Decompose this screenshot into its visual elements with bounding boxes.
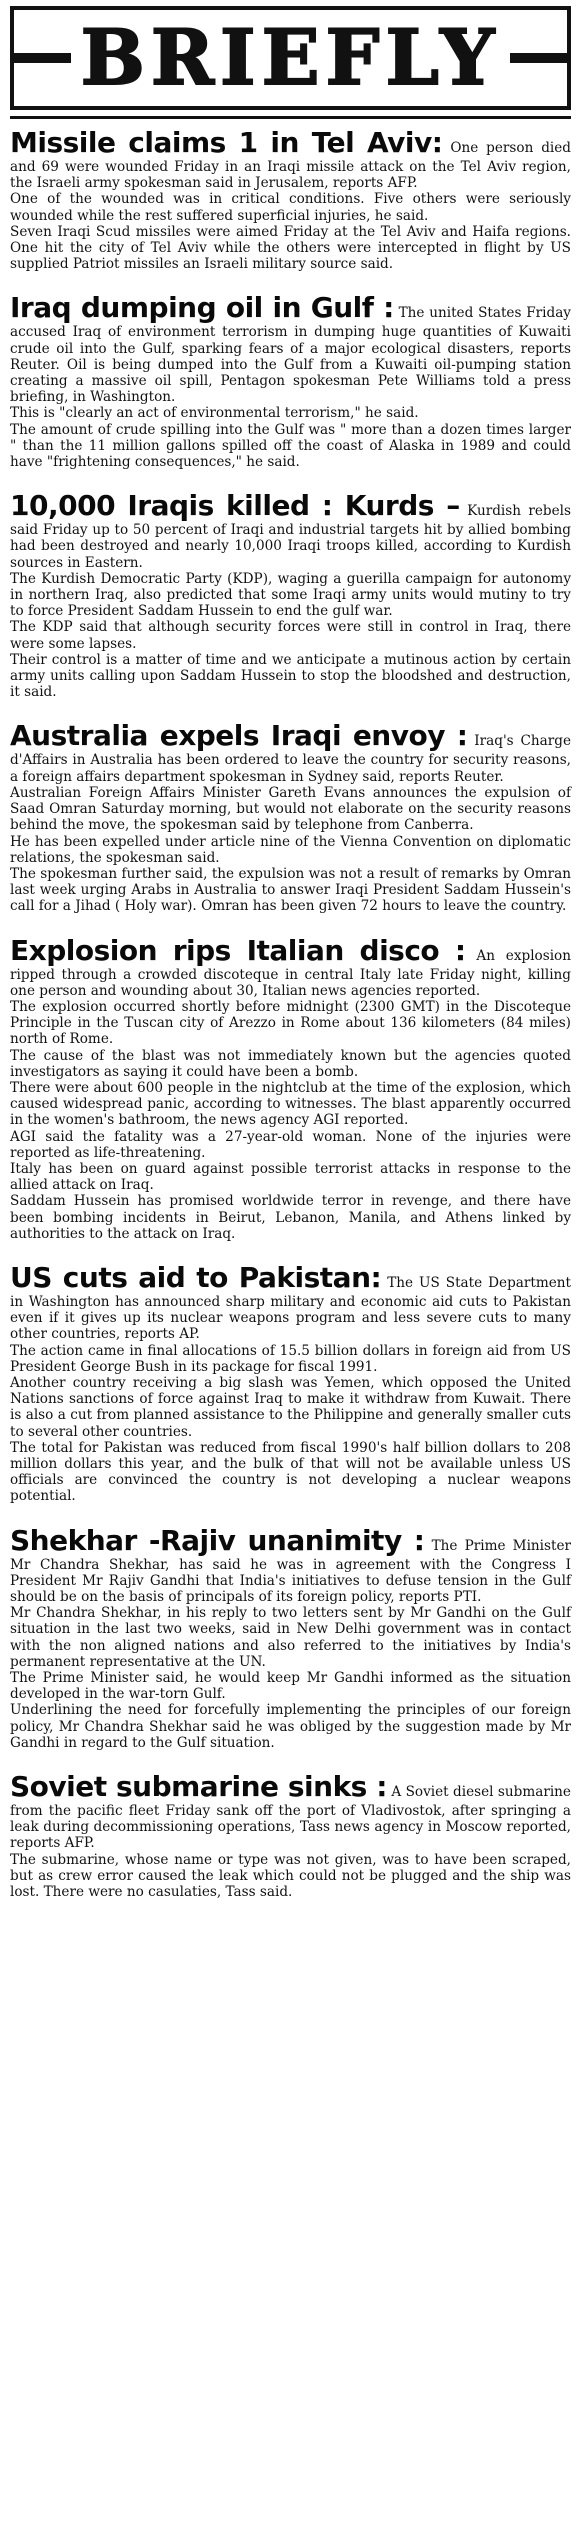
- masthead: [10, 6, 571, 110]
- story-paragraph: This is "clearly an act of environmental terrorism," he said.: [10, 405, 419, 422]
- stories: [10, 127, 571, 1900]
- story-paragraph: The united States Friday accused Iraq of environment terrorism in dumping huge quantities of Kuwaiti crude oil into the Gulf, sparking fears of a major ecological disasters, reports Reuter. Oil is being dumped into the Gulf from a Kuwaiti oil-pumping station creating a massive oil spill, Pentagon spokesman Pete Williams told a press briefing, in Washington.: [10, 305, 571, 406]
- story-headline: Iraq dumping oil in Gulf :: [10, 291, 394, 325]
- story-headline: Soviet submarine sinks :: [10, 1770, 387, 1804]
- story-shekhar-rajiv-unanimity: [10, 1525, 571, 1751]
- story-paragraph: Australian Foreign Affairs Minister Gareth Evans announces the expulsion of Saad Omran Saturday morning, but would not elaborate on the security reasons behind the move, the spokesman said by telephone from Canberra.: [10, 784, 571, 834]
- story-paragraph: The submarine, whose name or type was not given, was to have been scraped, but as crew error caused the leak which could not be plugged and the ship was lost. There were no casulaties, Tass said.: [10, 1851, 571, 1901]
- story-paragraph: Another country receiving a big slash was Yemen, which opposed the United Nations sanctions of force against Iraq to make it withdraw from Kuwait. There is also a cut from planned assistance to the Philippine and generally smaller cuts to several other countries.: [10, 1374, 571, 1440]
- story-missile-tel-aviv: [10, 127, 571, 272]
- story-paragraph: An explosion ripped through a crowded discoteque in central Italy late Friday night, killing one person and wounding about 30, Italian news agencies reported.: [10, 947, 571, 999]
- story-headline: Explosion rips Italian disco :: [10, 933, 466, 967]
- story-paragraph: The action came in final allocations of 15.5 billion dollars in foreign aid from US President George Bush in its package for fiscal 1991.: [10, 1342, 571, 1375]
- masthead-title: BRIEFLY: [71, 10, 511, 106]
- story-paragraph: Kurdish rebels said Friday up to 50 percent of Iraqi and industrial targets hit by allied bombing had been destroyed and nearly 10,000 Iraqi troops killed, according to Kurdish sources in Eastern.: [10, 503, 571, 571]
- story-headline: 10,000 Iraqis killed : Kurds –: [10, 489, 460, 523]
- story-paragraph: The spokesman further said, the expulsion was not a result of remarks by Omran last week urging Arabs in Australia to answer Iraqi President Saddam Hussein's call for a Jihad ( Holy war). Omran has been given 72 hours to leave the country.: [10, 865, 571, 915]
- story-paragraph: Underlining the need for forcefully implementing the principles of our foreign policy, Mr Chandra Shekhar said he was obliged by the suggestion made by Mr Gandhi in regard to the Gulf situation.: [10, 1702, 571, 1751]
- story-paragraph: AGI said the fatality was a 27-year-old woman. None of the injuries were reported as life-threatening.: [10, 1128, 571, 1161]
- story-iraq-oil-gulf: [10, 292, 571, 470]
- story-australia-expels-envoy: [10, 720, 571, 914]
- story-paragraph: The Kurdish Democratic Party (KDP), waging a guerilla campaign for autonomy in northern Iraq, also predicted that some Iraqi army units would mutiny to try to force President Saddam Hussein to end the gulf war.: [10, 570, 571, 620]
- story-paragraph: He has been expelled under article nine of the Vienna Convention on diplomatic relations, the spokesman said.: [10, 833, 571, 866]
- story-headline: Missile claims 1 in Tel Aviv:: [10, 126, 443, 159]
- story-paragraph: The US State Department in Washington has announced sharp military and economic aid cuts to Pakistan even if it gives up its nuclear weapons program and less severe cuts to many other countries, reports AP.: [10, 1274, 571, 1343]
- story-paragraph: Their control is a matter of time and we anticipate a mutinous action by certain army units calling upon Saddam Hussein to stop the bloodshed and destruction, it said.: [10, 651, 571, 701]
- story-paragraph: The total for Pakistan was reduced from fiscal 1990's half billion dollars to 208 million dollars this year, and the bulk of that will not be available unless US officials are convinced the country is not developing a nuclear weapons potential.: [10, 1439, 571, 1505]
- story-us-cuts-aid-pakistan: [10, 1262, 571, 1505]
- story-paragraph: Iraq's Charge d'Affairs in Australia has been ordered to leave the country for security reasons, a foreign affairs department spokesman in Sydney said, reports Reuter.: [10, 733, 571, 785]
- story-paragraph: The Prime Minister said, he would keep Mr Gandhi informed as the situation developed in the war-torn Gulf.: [10, 1670, 571, 1703]
- story-paragraph: Mr Chandra Shekhar, in his reply to two letters sent by Mr Gandhi on the Gulf situation in the last two weeks, said in New Delhi government was in contact with the non aligned nations and also referred to the initiatives by India's permanent representative at the UN.: [10, 1605, 571, 1670]
- story-paragraph: The explosion occurred shortly before midnight (2300 GMT) in the Discoteque Principle in the Tuscan city of Arezzo in Rome about 136 kilometers (84 miles) north of Rome.: [10, 998, 571, 1048]
- story-paragraph: A Soviet diesel submarine from the pacific fleet Friday sank off the port of Vladivostok, after springing a leak during decommissioning operations, Tass news agency in Moscow reported, reports AFP.: [10, 1784, 571, 1852]
- story-iraqis-killed-kurds: [10, 490, 571, 700]
- story-paragraph: One of the wounded was in critical conditions. Five others were seriously wounded while the rest suffered superficial injuries, he said.: [10, 191, 571, 224]
- story-paragraph: The amount of crude spilling into the Gulf was " more than a dozen times larger " than the 11 million gallons spilled off the coast of Alaska in 1989 and could have "frightening consequences," he said.: [10, 421, 571, 471]
- story-paragraph: The Prime Minister Mr Chandra Shekhar, has said he was in agreement with the Congress I President Mr Rajiv Gandhi that India's initiatives to defuse tension in the Gulf should be on the basis of principals of its foreign policy, reports PTI.: [10, 1537, 572, 1606]
- story-paragraph: The cause of the blast was not immediately known but the agencies quoted investigators as saying it could have been a bomb.: [10, 1047, 571, 1080]
- story-paragraph: One person died and 69 were wounded Friday in an Iraqi missile attack on the Tel Aviv region, the Israeli army spokesman said in Jerusalem, reports AFP.: [10, 140, 571, 192]
- story-soviet-submarine-sinks: [10, 1771, 571, 1900]
- story-paragraph: Saddam Hussein has promised worldwide terror in revenge, and there have been bombing incidents in Beirut, Lebanon, Manila, and Athens linked by authorities to the attack on Iraq.: [10, 1193, 571, 1242]
- masthead-rule: [10, 116, 571, 119]
- story-headline: Shekhar -Rajiv unanimity :: [10, 1523, 425, 1557]
- story-paragraph: There were about 600 people in the nightclub at the time of the explosion, which caused widespread panic, according to witnesses. The blast apparently occurred in the women's bathroom, the news agency AGI reported.: [10, 1079, 571, 1129]
- story-paragraph: Italy has been on guard against possible terrorist attacks in response to the allied attack on Iraq.: [10, 1160, 571, 1194]
- story-paragraph: Seven Iraqi Scud missiles were aimed Friday at the Tel Aviv and Haifa regions. One hit the city of Tel Aviv while the others were intercepted in flight by US supplied Patriot missiles an Israeli military source said.: [10, 223, 571, 273]
- story-headline: Australia expels Iraqi envoy :: [10, 719, 468, 753]
- story-italian-disco-explosion: [10, 935, 571, 1242]
- story-headline: US cuts aid to Pakistan:: [10, 1260, 382, 1294]
- story-paragraph: The KDP said that although security forces were still in control in Iraq, there were some lapses.: [10, 619, 571, 652]
